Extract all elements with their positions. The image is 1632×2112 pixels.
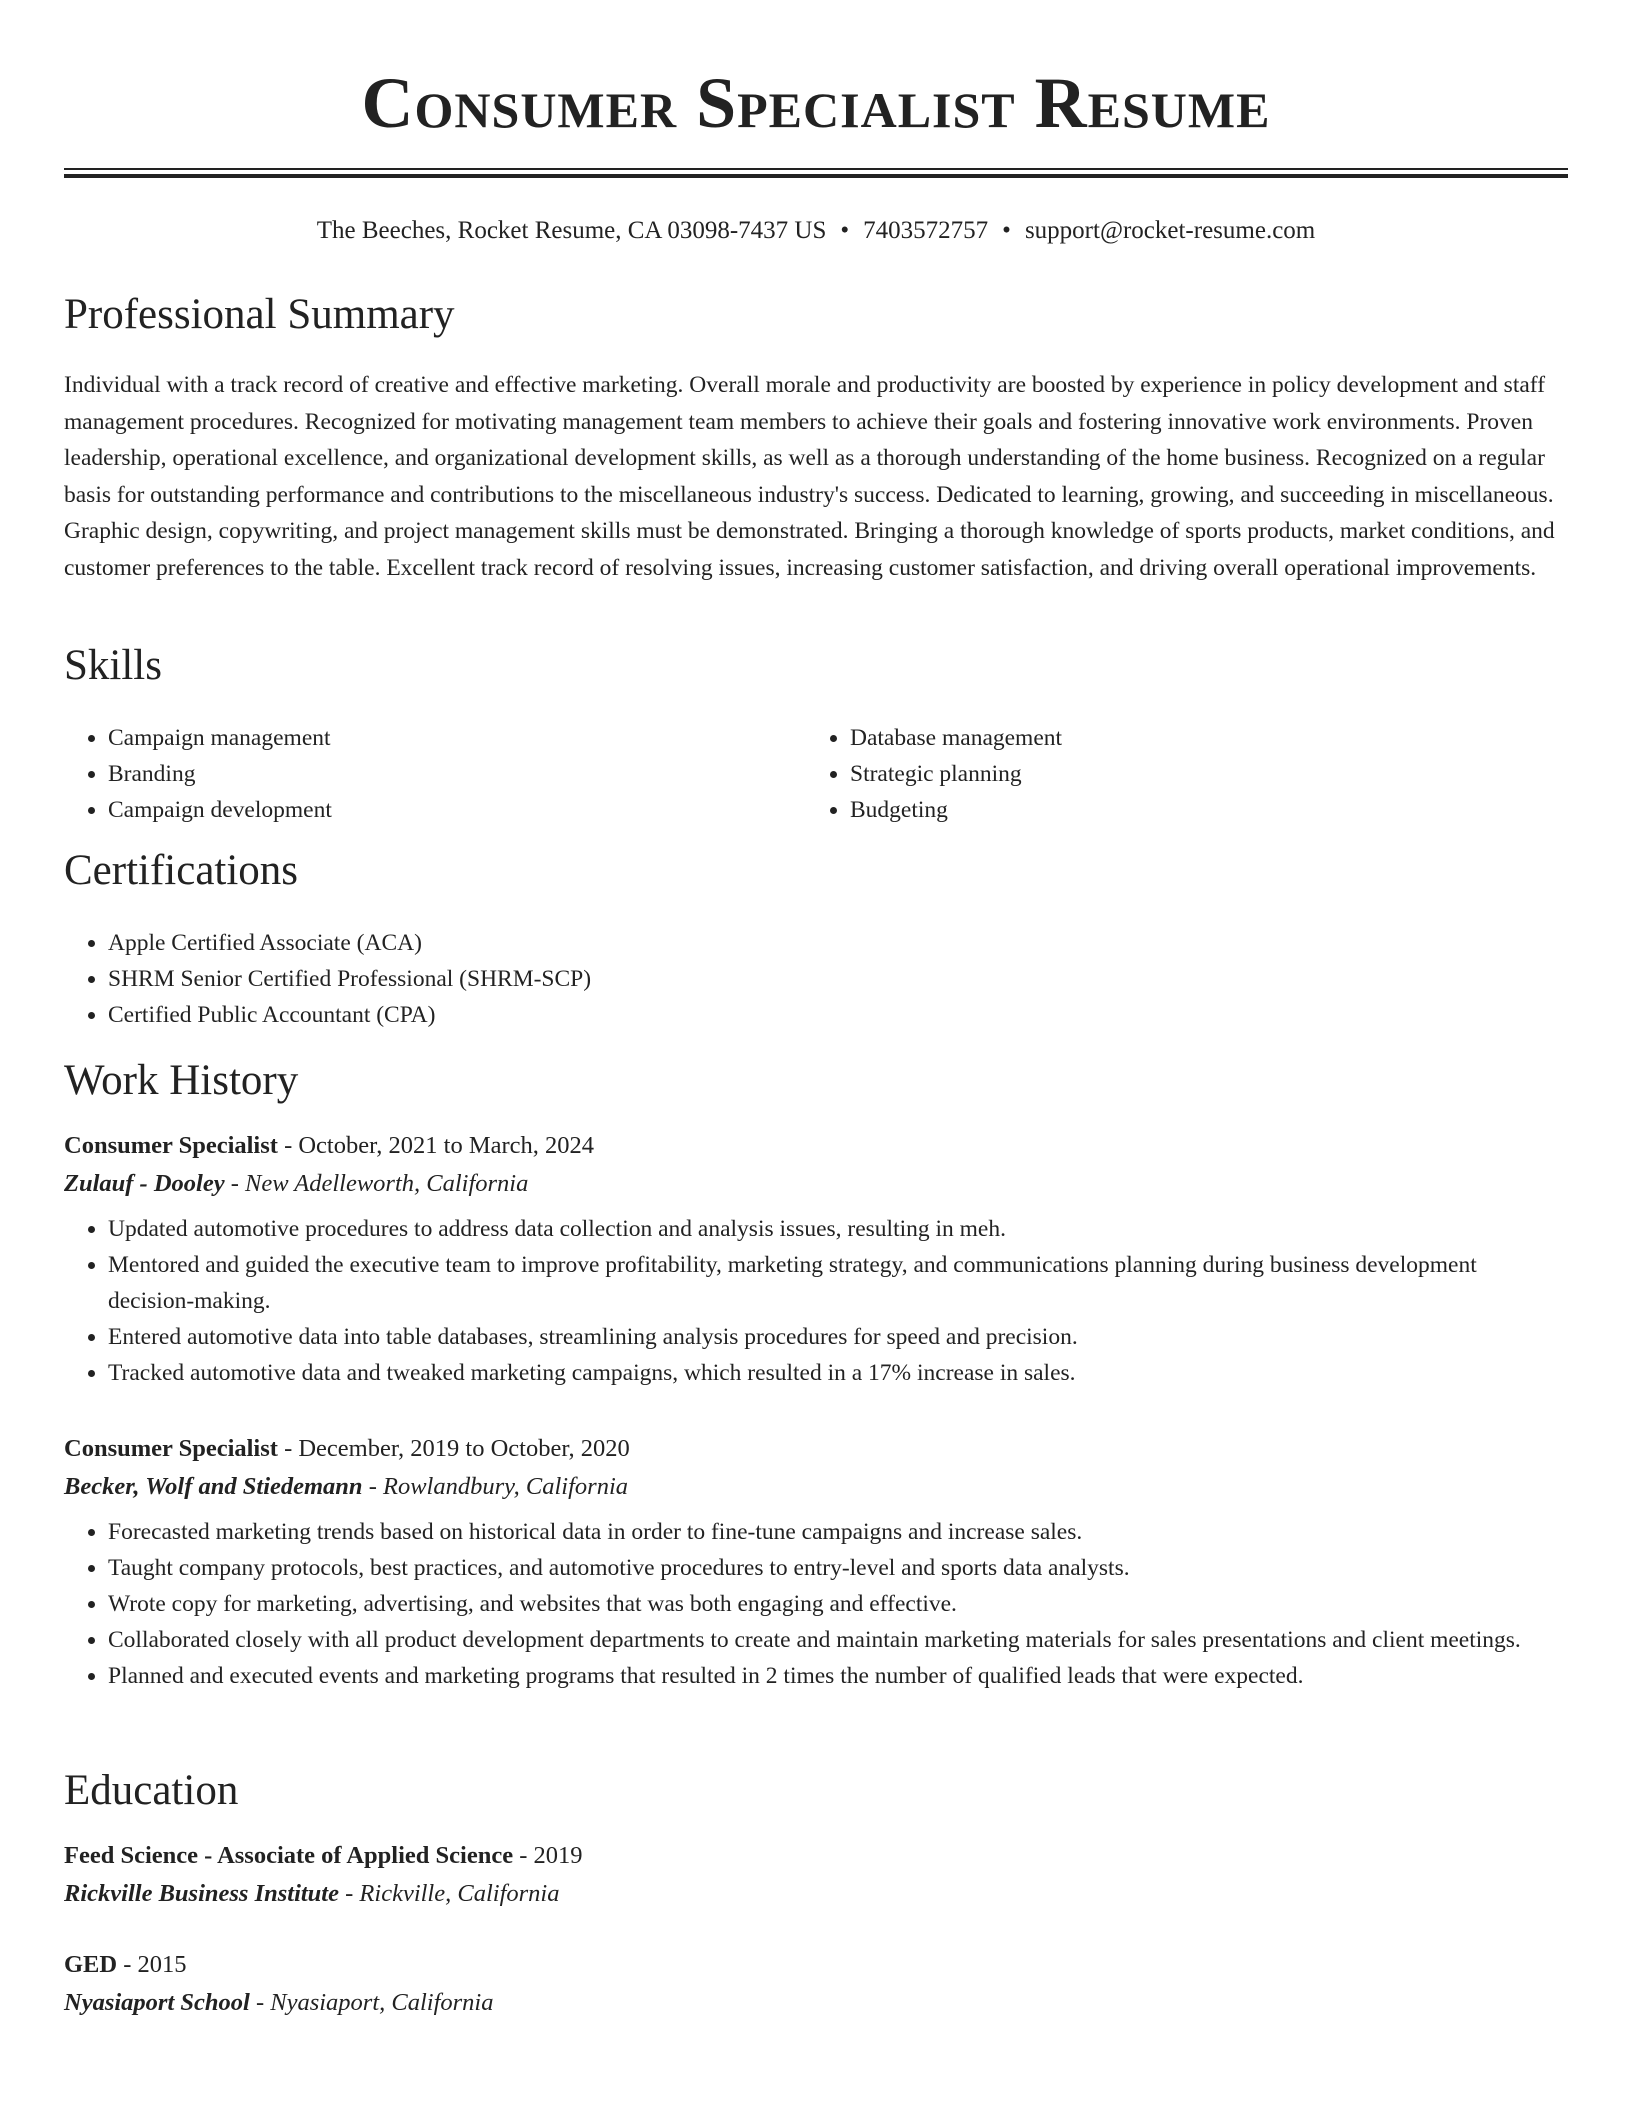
education-school: Nyasiaport School	[64, 1989, 250, 2016]
job-company-line	[64, 1468, 1568, 1506]
dash: -	[362, 1473, 383, 1500]
job-location: Rowlandbury, California	[382, 1473, 629, 1500]
job-bullet: • Tracked automotive data and tweaked marketing campaigns, which resulted in a 17% increase in sales.	[108, 1355, 1568, 1391]
job-company: Zulauf - Dooley	[64, 1170, 225, 1197]
job-bullet: • Mentored and guided the executive team to improve profitability, marketing strategy, and communications planning during business development decision-making.	[108, 1247, 1568, 1319]
certifications-list	[64, 925, 1568, 1033]
education-degree: Feed Science - Associate of Applied Science	[64, 1842, 514, 1869]
education-school-line	[64, 1984, 1568, 2022]
job-dates: October, 2021 to March, 2024	[298, 1132, 595, 1159]
job-bullet: • Collaborated closely with all product development departments to create and maintain marketing materials for sales presentations and client meetings.	[108, 1622, 1568, 1658]
job-bullet: • Planned and executed events and marketing programs that resulted in 2 times the number of qualified leads that were expected.	[108, 1658, 1568, 1694]
skills-column-right	[806, 720, 1546, 828]
job-role: Consumer Specialist	[64, 1132, 278, 1159]
education-location: Rickville, California	[359, 1880, 560, 1907]
skill-item: • Database management	[850, 720, 1546, 756]
dash: -	[277, 1132, 299, 1159]
summary-text: Individual with a track record of creative and effective marketing. Overall morale and productivity are boosted by experience in policy development and staff management procedures. Recognized for motivating management team members to achieve their goals and fostering innovative work environments. Proven leadership, operational excellence, and organizational development skills, as well as a thorough understanding of the home business. Recognized on a regular basis for outstanding performance and contributions to the miscellaneous industry's success. Dedicated to learning, growing, and succeeding in miscellaneous. Graphic design, copywriting, and project management skills must be demonstrated. Bringing a thorough knowledge of sports products, market conditions, and customer preferences to the table. Excellent track record of resolving issues, increasing customer satisfaction, and driving overall operational improvements.	[64, 372, 1555, 581]
dash: -	[513, 1842, 534, 1869]
work-history-heading: Work History	[64, 1057, 299, 1104]
certifications-heading: Certifications	[64, 847, 299, 894]
summary-heading: Professional Summary	[64, 291, 455, 338]
job-title-line	[64, 1127, 1568, 1165]
certification-item: • SHRM Senior Certified Professional (SHRM-SCP)	[108, 961, 1568, 997]
contact-address: The Beeches, Rocket Resume, CA 03098-7437 US	[316, 217, 827, 244]
job-company: Becker, Wolf and Stiedemann	[64, 1473, 363, 1500]
skill-item: • Strategic planning	[850, 756, 1546, 792]
job-bullets	[64, 1211, 1568, 1391]
education-degree-line	[64, 1837, 1568, 1875]
skills-heading: Skills	[64, 642, 162, 689]
job-company-line	[64, 1165, 1568, 1203]
education-location: Nyasiaport, California	[270, 1989, 494, 2016]
dash: -	[249, 1989, 271, 2016]
job-title-line	[64, 1430, 1568, 1468]
education-entry	[64, 1946, 1568, 2022]
job-bullet: • Updated automotive procedures to address data collection and analysis issues, resulting in meh.	[108, 1211, 1568, 1247]
education-entry	[64, 1837, 1568, 1913]
contact-separator: •	[1002, 217, 1011, 244]
dash: -	[339, 1880, 360, 1907]
job-bullet: • Wrote copy for marketing, advertising, and websites that was both engaging and effective.	[108, 1586, 1568, 1622]
skills-column-left	[64, 720, 804, 828]
education-year: 2015	[137, 1951, 187, 1978]
education-heading: Education	[64, 1767, 239, 1814]
education-year: 2019	[533, 1842, 583, 1869]
certification-item: • Certified Public Accountant (CPA)	[108, 997, 1568, 1033]
dash: -	[117, 1951, 138, 1978]
title-rule-thin	[64, 168, 1568, 170]
certification-item: • Apple Certified Associate (ACA)	[108, 925, 1568, 961]
education-degree-line	[64, 1946, 1568, 1984]
job-bullets	[64, 1514, 1568, 1694]
education-school-line	[64, 1875, 1568, 1913]
resume-title: Consumer Specialist Resume	[361, 63, 1271, 143]
job-dates: December, 2019 to October, 2020	[298, 1435, 630, 1462]
skill-item: • Campaign development	[108, 792, 804, 828]
job-bullet: • Forecasted marketing trends based on historical data in order to fine-tune campaigns and increase sales.	[108, 1514, 1568, 1550]
job-entry	[64, 1127, 1568, 1391]
job-location: New Adelleworth, California	[245, 1170, 529, 1197]
contact-line	[64, 215, 1568, 247]
contact-separator: •	[840, 217, 850, 244]
title-rule-thick	[64, 174, 1568, 178]
job-bullet: • Taught company protocols, best practices, and automotive procedures to entry-level and sports data analysts.	[108, 1550, 1568, 1586]
dash: -	[224, 1170, 246, 1197]
certifications-block	[64, 925, 1568, 1033]
skill-item: • Campaign management	[108, 720, 804, 756]
skill-item: • Branding	[108, 756, 804, 792]
job-entry	[64, 1430, 1568, 1694]
contact-email: support@rocket-resume.com	[1024, 217, 1316, 244]
skill-item: • Budgeting	[850, 792, 1546, 828]
skills-list-right	[806, 720, 1546, 828]
education-degree: GED	[64, 1951, 118, 1978]
education-school: Rickville Business Institute	[64, 1880, 339, 1907]
contact-phone: 7403572757	[863, 217, 989, 244]
dash: -	[277, 1435, 299, 1462]
job-role: Consumer Specialist	[64, 1435, 278, 1462]
skills-list-left	[64, 720, 804, 828]
job-bullet: • Entered automotive data into table databases, streamlining analysis procedures for speed and precision.	[108, 1319, 1568, 1355]
